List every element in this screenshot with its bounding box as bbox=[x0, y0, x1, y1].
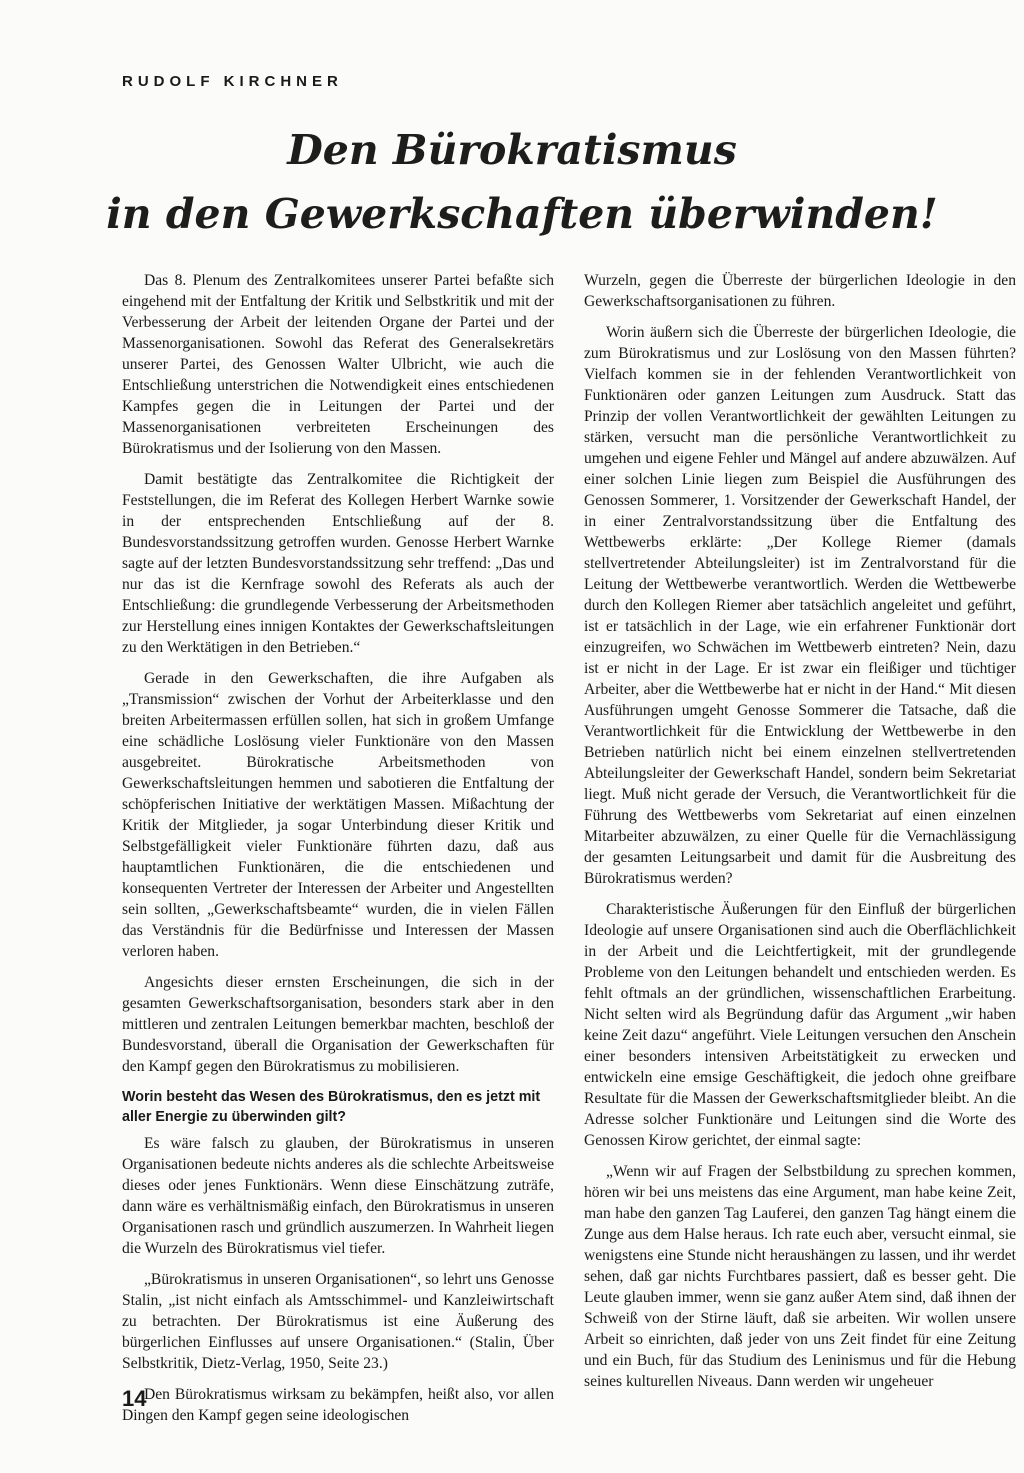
left-column bbox=[122, 270, 554, 1426]
paragraph: Gerade in den Gewerkschaften, die ihre Aufgaben als „Transmission“ zwischen der Vorhut der Arbeiterklasse und den breiten Arbeitermassen erfüllen sollen, hat sich in großem Umfange eine schädliche Loslösung vieler Funktionäre von den Massen ausgebreitet. Bürokratische Arbeitsmethoden von Gewerkschaftsleitungen hemmen und sabotieren die Entfaltung der schöpferischen Initiative der werktätigen Massen. Mißachtung der Kritik der Mitglieder, ja sogar Unterbindung dieser Kritik und Selbstgefälligkeit vieler Funktionäre führten dazu, daß aus hauptamtlichen Funktionären, die die entschiedenen und konsequenten Vertreter der Interessen der Arbeiter und Angestellten sein sollten, „Gewerkschaftsbeamte“ wurden, die in vielen Fällen das Verständnis für die Bedürfnisse und Interessen der Massen verloren haben. bbox=[122, 670, 554, 960]
right-column bbox=[584, 270, 1016, 1392]
article-title bbox=[0, 118, 1024, 246]
paragraph: Den Bürokratismus wirksam zu bekämpfen, heißt also, vor allen Dingen den Kampf gegen seine ideologischen bbox=[122, 1386, 554, 1424]
quote-paragraph: „Wenn wir auf Fragen der Selbstbildung zu sprechen kommen, hören wir bei uns meistens das eine Argument, man habe keine Zeit, man habe den ganzen Tag Lauferei, den ganzen Tag hängt einem die Zunge aus dem Halse heraus. Ich rate euch aber, versucht einmal, sie wenigstens eine Stunde nicht heraushängen zu lassen, und ihr werdet sehen, daß gar nichts Furchtbares passiert, daß es besser geht. Die Leute glauben immer, wenn sie ganz außer Atem sind, daß ihnen der Schweiß von der Stirne läuft, daß sie arbeiten. Wir wollen unsere Arbeit so einrichten, daß jeder von uns Zeit findet für eine Zeitung und ein Buch, für das Studium des Leninismus und für die Hebung seines kulturellen Niveaus. Dann werden wir ungeheuer bbox=[584, 1163, 1016, 1390]
paragraph: Angesichts dieser ernsten Erscheinungen, die sich in der gesamten Gewerkschaftsorganisation, besonders stark aber in den mittleren und zentralen Leitungen bemerkbar machten, beschloß der Bundesvorstand, überall die Organisation der Gewerkschaften für den Kampf gegen den Bürokratismus zu mobilisieren. bbox=[122, 974, 554, 1075]
section-heading: Worin besteht das Wesen des Bürokratismus, den es jetzt mit aller Energie zu überwinden gilt? bbox=[122, 1089, 541, 1125]
paragraph: Worin äußern sich die Überreste der bürgerlichen Ideologie, die zum Bürokratismus und zur Loslösung von den Massen führten? Vielfach kommen sie in der fehlenden Verantwortlichkeit von Funktionären oder ganzen Leitungen zum Ausdruck. Statt das Prinzip der vollen Verantwortlichkeit der gewählten Leitungen zu stärken, versucht man die persönliche Verantwortlichkeit zu umgehen und eigene Fehler und Mängel auf andere abzuwälzen. Auf einer solchen Linie liegen zum Beispiel die Ausführungen des Genossen Sommerer, 1. Vorsitzender der Gewerkschaft Handel, der in einer Zentralvorstandssitzung über die Entfaltung des Wettbewerbs erklärte: „Der Kollege Riemer (damals stellvertretender Abteilungsleiter) ist im Zentralvorstand für die Leitung der Wettbewerbe verantwortlich. Werden die Wettbewerbe durch den Kollegen Riemer aber tatsächlich angeleitet und geführt, ist er tatsächlich in der Lage, wie ein erfahrener Funktionär dort einzugreifen, wo Schwächen im Wettbewerb eintreten? Nein, dazu ist er nicht in der Lage. Er ist zwar ein fleißiger und tüchtiger Arbeiter, aber die Wettbewerbe hat er nicht in der Hand.“ Mit diesen Ausführungen umgeht Genosse Sommerer die Tatsache, daß die Verantwortlichkeit für die Entwicklung der Wettbewerbe in den Betrieben natürlich nicht bei einem einzelnen stellvertretenden Abteilungsleiter der Gewerkschaft Handel, sondern beim Sekretariat liegt. Muß nicht gerade der Versuch, die Verantwortlichkeit für die Führung des Wettbewerbs vom Sekretariat auf einen einzelnen Mitarbeiter abzuwälzen, zu einer Quelle für die Vernachlässigung der gesamten Leitungsarbeit und damit für die Ausbreitung des Bürokratismus werden? bbox=[584, 324, 1016, 887]
paragraph: Damit bestätigte das Zentralkomitee die Richtigkeit der Feststellungen, die im Referat des Kollegen Herbert Warnke sowie in der entsprechenden Entschließung auf der 8. Bundesvorstandssitzung getroffen wurden. Genosse Herbert Warnke sagte auf der letzten Bundesvorstandssitzung sehr treffend: „Das und nur das ist die Kernfrage sowohl des Referats als auch der Entschließung: die grundlegende Verbesserung der Arbeitsmethoden zur Herstellung eines innigen Kontaktes der Gewerkschaftsleitungen zu den Werktätigen in den Betrieben.“ bbox=[122, 471, 554, 656]
paragraph: Es wäre falsch zu glauben, der Bürokratismus in unseren Organisationen bedeute nichts anderes als die schlechte Arbeitsweise dieses oder jenes Funktionärs. Wenn diese Einschätzung zuträfe, dann wäre es verhältnismäßig einfach, den Bürokratismus in unseren Organisationen rasch und gründlich auszumerzen. In Wahrheit liegen die Wurzeln des Bürokratismus viel tiefer. bbox=[122, 1135, 554, 1257]
paragraph: Charakteristische Äußerungen für den Einfluß der bürgerlichen Ideologie auf unsere Organisationen sind auch die Oberflächlichkeit in der Arbeit und die Leichtfertigkeit, mit der grundlegende Probleme von den Leitungen behandelt und entschieden werden. Es fehlt oftmals an der gründlichen, wissenschaftlichen Erarbeitung. Nicht selten wird als Begründung dafür das Argument „wir haben keine Zeit dazu“ angeführt. Viele Leitungen versuchen den Anschein einer besonders intensiven Arbeitstätigkeit zu erwecken und entwickeln eine emsige Geschäftigkeit, die jedoch ohne greifbare Resultate für die Massen der Gewerkschaftsmitglieder bleibt. An die Adresse solcher Funktionäre und Leitungen sind die Worte des Genossen Kirow gerichtet, der einmal sagte: bbox=[584, 901, 1016, 1149]
paragraph-continued: Wurzeln, gegen die Überreste der bürgerlichen Ideologie in den Gewerkschaftsorganisationen zu führen. bbox=[584, 272, 1016, 310]
page-number: 14 bbox=[122, 1386, 147, 1411]
paragraph: Das 8. Plenum des Zentralkomitees unserer Partei befaßte sich eingehend mit der Entfaltung der Kritik und Selbstkritik und mit der Verbesserung der Arbeit der leitenden Organe der Partei und der Massenorganisationen. Sowohl das Referat des Generalsekretärs unserer Partei, des Genossen Walter Ulbricht, wie auch die Entschließung unterstrichen die Notwendigkeit eines entschiedenen Kampfes gegen die in Leitungen der Partei und der Massenorganisationen verbreiteten Erscheinungen des Bürokratismus und der Isolierung von den Massen. bbox=[122, 272, 554, 457]
quote-paragraph: „Bürokratismus in unseren Organisationen“, so lehrt uns Genosse Stalin, „ist nicht einfach als Amtsschimmel- und Kanzleiwirtschaft zu betrachten. Der Bürokratismus ist eine Äußerung des bürgerlichen Einflusses auf unsere Organisationen.“ (Stalin, Über Selbstkritik, Dietz-Verlag, 1950, Seite 23.) bbox=[122, 1271, 554, 1372]
author-name: RUDOLF KIRCHNER bbox=[122, 73, 343, 90]
title-line-2: in den Gewerkschaften überwinden! bbox=[106, 190, 938, 238]
title-line-1: Den Bürokratismus bbox=[287, 126, 737, 174]
